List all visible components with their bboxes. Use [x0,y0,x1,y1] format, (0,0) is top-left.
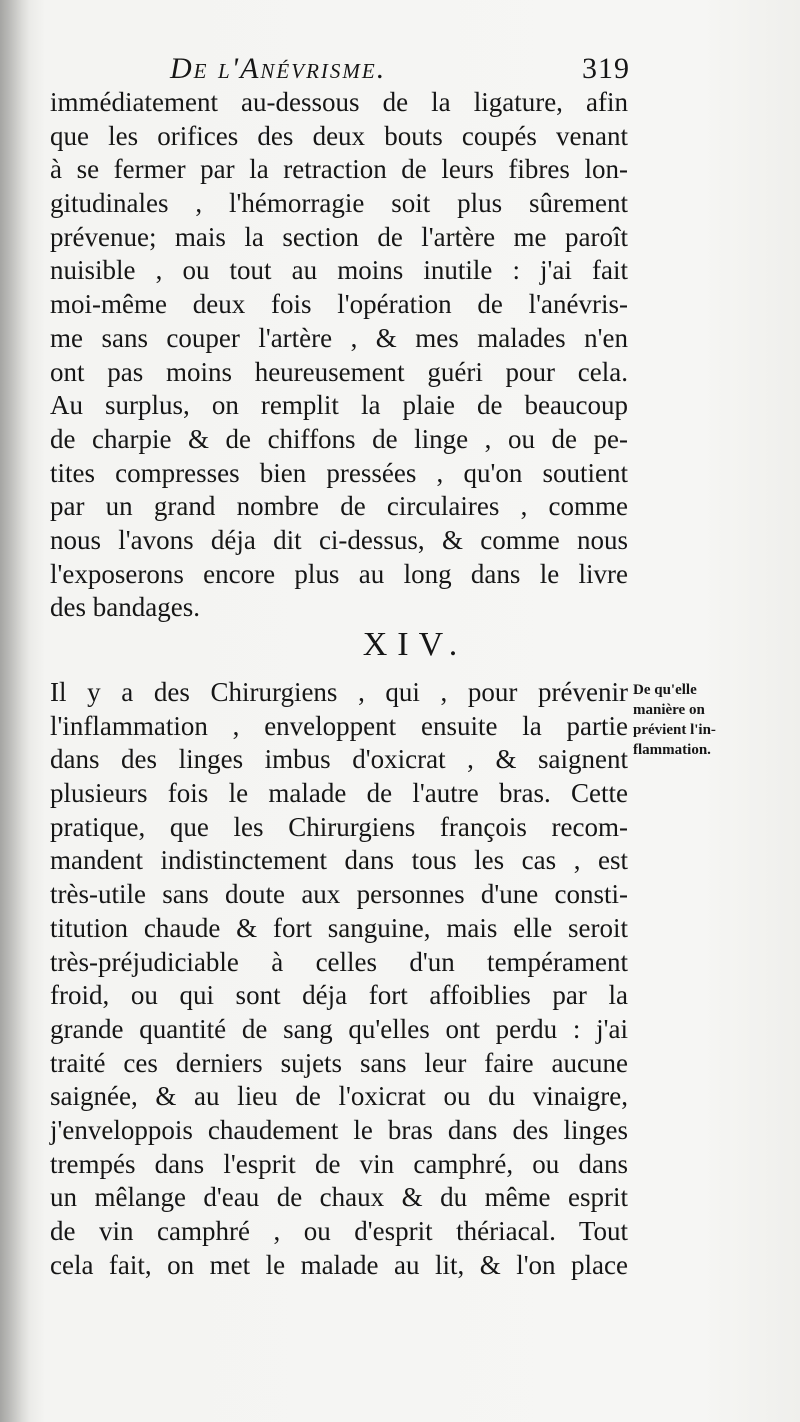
paragraph-1 [50,86,628,625]
text-line: que les orifices des deux bouts coupés venant [50,120,628,151]
text-line: plusieurs fois le malade de l'autre bras. Cette [50,778,628,809]
text-line: dans des linges imbus d'oxicrat , & saignent [50,744,628,775]
text-line: me sans couper l'artère , & mes malades n'en [50,322,628,353]
marginal-note-line: prévient l'in- [633,722,716,738]
text-line: traité ces derniers sujets sans leur faire aucune [50,1047,628,1078]
text-line: trempés dans l'esprit de vin camphré, ou dans [50,1148,628,1179]
text-line: cela fait, on met le malade au lit, & l'on place [50,1249,628,1280]
text-line: nuisible , ou tout au moins inutile : j'ai fait [50,255,628,286]
text-line: mandent indistinctement dans tous les cas , est [50,845,628,876]
text-line: très-préjudiciable à celles d'un tempérament [50,946,628,977]
running-title: De l'Anévrisme. [170,52,387,85]
text-line: de charpie & de chiffons de linge , ou de pe- [50,423,628,454]
text-line: titution chaude & fort sanguine, mais elle seroit [50,912,628,943]
text-line: nous l'avons déja dit ci-dessus, & comme nous [50,524,628,555]
marginal-note-line: flammation. [633,742,711,758]
text-line: pratique, que les Chirurgiens françois recom- [50,811,628,842]
text-line: moi-même deux fois l'opération de l'anévris- [50,289,628,320]
text-line: Il y a des Chirurgiens , qui , pour prévenir [50,677,628,707]
text-line: gitudinales , l'hémorragie soit plus sûrement [50,188,628,219]
text-line: ont pas moins heureusement guéri pour cela. [50,356,628,387]
marginal-note [633,680,783,760]
marginal-note-line: manière on [633,702,705,718]
marginal-note-line: De qu'elle [633,682,697,698]
spine-shadow [0,0,30,1422]
text-line: immédiatement au-dessous de la ligature, afin [50,87,628,117]
text-line: de vin camphré , ou d'esprit thériacal. Tout [50,1216,628,1246]
text-line: à se fermer par la retraction de leurs fibres lon- [50,154,628,185]
page-number: 319 [582,52,630,85]
text-line: l'inflammation , enveloppent ensuite la partie [50,710,628,741]
text-line: prévenue; mais la section de l'artère me paroît [50,221,628,252]
section-heading [0,626,800,664]
text-line: l'exposerons encore plus au long dans le livre [50,558,628,589]
section-number: XIV. [362,626,468,663]
text-line: saignée, & au lieu de l'oxicrat ou du vinaigre, [50,1081,628,1112]
text-line: très-utile sans doute aux personnes d'une consti- [50,879,628,910]
text-line: Au surplus, on remplit la plaie de beaucoup [50,390,628,421]
text-line: des bandages. [50,592,200,623]
text-line: tites compresses bien pressées , qu'on soutient [50,457,628,488]
text-line: grande quantité de sang qu'elles ont perdu : j'ai [50,1013,628,1044]
paragraph-2 [50,676,628,1282]
text-line: froid, ou qui sont déja fort affoiblies par la [50,980,628,1011]
text-line: j'enveloppois chaudement le bras dans des linges [50,1114,628,1145]
text-line: par un grand nombre de circulaires , comme [50,491,628,522]
text-line: un mêlange d'eau de chaux & du même esprit [50,1182,628,1213]
